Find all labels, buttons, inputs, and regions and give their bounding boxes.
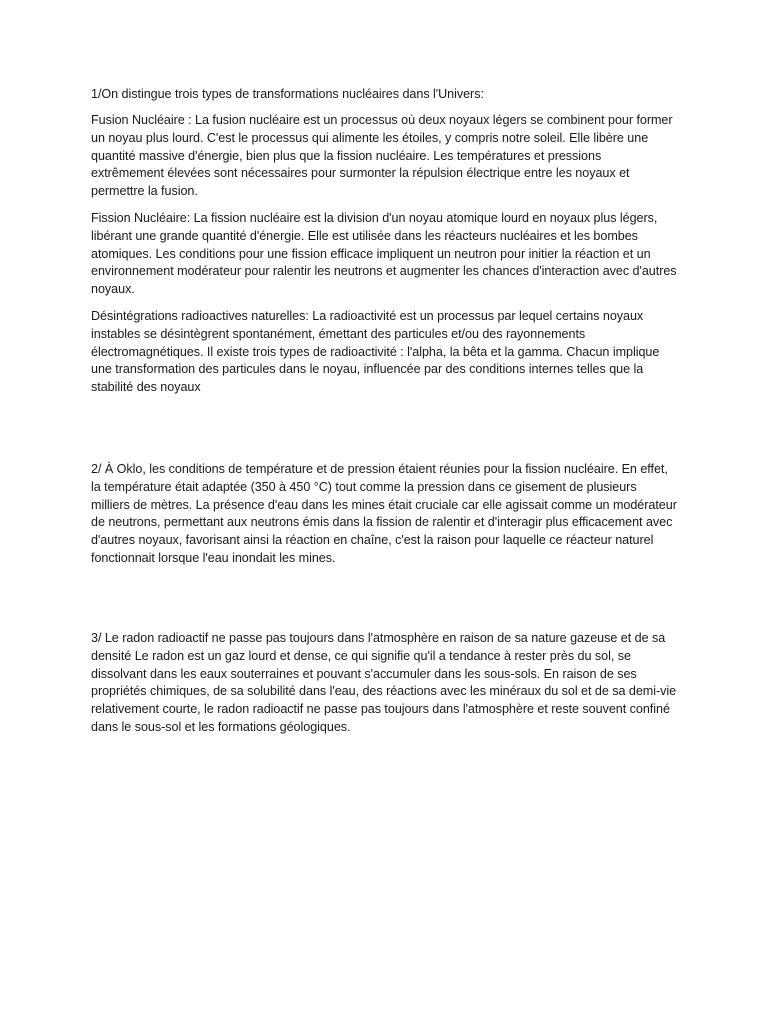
q2-paragraph: 2/ À Oklo, les conditions de température et de pression étaient réunies pour la fission nucléaire. En effet, la température était adaptée (350 à 450 °C) tout comme la pression dans ce gisement de plusieurs milliers de mètres. La présence d'eau dans les mines était cruciale car elle agissait comme un modérateur de neutrons, permettant aux neutrons émis dans la fission de ralentir et d'interagir plus efficacement avec d'autres noyaux, favorisant ainsi la réaction en chaîne, c'est la raison pour laquelle ce réacteur naturel fonctionnait lorsque l'eau inondait les mines. xyxy=(91,462,677,565)
q3-paragraph: 3/ Le radon radioactif ne passe pas toujours dans l'atmosphère en raison de sa nature gazeuse et de sa densité Le radon est un gaz lourd et dense, ce qui signifie qu'il a tendance à rester près du sol, se dissolvant dans les eaux souterraines et pouvant s'accumuler dans les sous-sols. En raison de ses propriétés chimiques, de sa solubilité dans l'eau, des réactions avec les minéraux du sol et de sa demi-vie relativement courte, le radon radioactif ne passe pas toujours dans l'atmosphère et reste souvent confiné dans le sous-sol et les formations géologiques. xyxy=(91,631,677,734)
q1-fusion-paragraph: Fusion Nucléaire : La fusion nucléaire est un processus où deux noyaux légers se combinent pour former un noyau plus lourd. C'est le processus qui alimente les étoiles, y compris notre soleil. Elle libère une quantité massive d'énergie, bien plus que la fission nucléaire. Les températures et pressions extrêmement élevées sont nécessaires pour surmonter la répulsion électrique entre les noyaux et permettre la fusion. xyxy=(91,113,673,199)
q1-decay-paragraph: Désintégrations radioactives naturelles: La radioactivité est un processus par lequel certains noyaux instables se désintègrent spontanément, émettant des particules et/ou des rayonnements électromagnétiques. Il existe trois types de radioactivité : l'alpha, la bêta et la gamma. Chacun implique une transformation des particules dans le noyau, influencée par des conditions internes telles que la stabilité des noyaux xyxy=(91,309,660,395)
q1-intro-paragraph: 1/On distingue trois types de transformations nucléaires dans l'Univers: xyxy=(91,87,484,101)
q1-fission-paragraph: Fission Nucléaire: La fission nucléaire est la division d'un noyau atomique lourd en noyaux plus légers, libérant une grande quantité d'énergie. Elle est utilisée dans les réacteurs nucléaires et les bombes atomiques. Les conditions pour une fission efficace impliquent un neutron pour initier la réaction et un environnement modérateur pour ralentir les neutrons et augmenter les chances d'interaction avec d'autres noyaux. xyxy=(91,211,677,297)
